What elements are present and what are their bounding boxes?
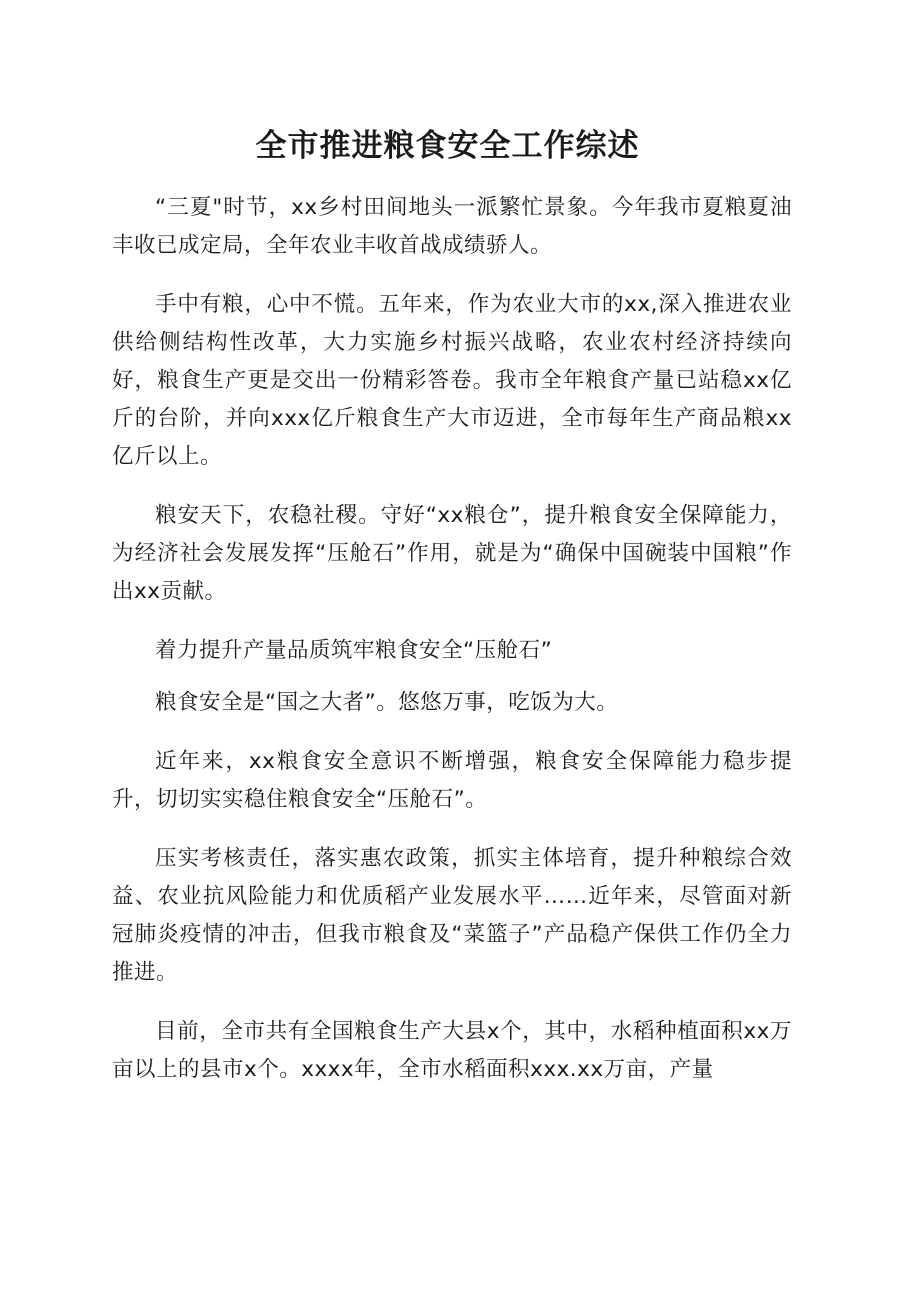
section-heading: 着力提升产量品质筑牢粮食安全“压舱石” bbox=[155, 638, 553, 663]
paragraph-7: 压实考核责任，落实惠农政策，抓实主体培育，提升种粮综合效益、农业抗风险能力和优质稻产业发展水平……近年来，尽管面对新冠肺炎疫情的冲击，但我市粮食及“菜篮子”产品稳产保供工作仍全力推进。 bbox=[112, 846, 792, 985]
paragraph-8: 目前，全市共有全国粮食生产大县x个，其中，水稻种植面积xx万亩以上的县市x个。xxxx年，全市水稻面积xxx.xx万亩，产量 bbox=[112, 1019, 792, 1082]
paragraph-3: 粮安天下，农稳社稷。守好“xx粮仓”，提升粮食安全保障能力，为经济社会发展发挥“压舱石”作用，就是为“确保中国碗装中国粮”作出xx贡献。 bbox=[112, 503, 792, 604]
paragraph-2: 手中有粮，心中不慌。五年来，作为农业大市的xx,深入推进农业供给侧结构性改革，大力实施乡村振兴战略，农业农村经济持续向好，粮食生产更是交出一份精彩答卷。我市全年粮食产量已站稳xx亿斤的台阶，并向xxx亿斤粮食生产大市迈进，全市每年生产商品粮xx亿斤以上。 bbox=[112, 292, 792, 469]
paragraph-5: 粮食安全是“国之大者”。悠悠万事，吃饭为大。 bbox=[155, 690, 619, 715]
document-body bbox=[112, 189, 792, 1110]
paragraph-6: 近年来，xx粮食安全意识不断增强，粮食安全保障能力稳步提升，切切实实稳住粮食安全“压舱石”。 bbox=[112, 749, 792, 812]
paragraph-1: “三夏"时节，xx乡村田间地头一派繁忙景象。今年我市夏粮夏油丰收已成定局，全年农业丰收首战成绩骄人。 bbox=[112, 195, 792, 258]
document-title: 全市推进粮食安全工作综述 bbox=[255, 128, 640, 164]
